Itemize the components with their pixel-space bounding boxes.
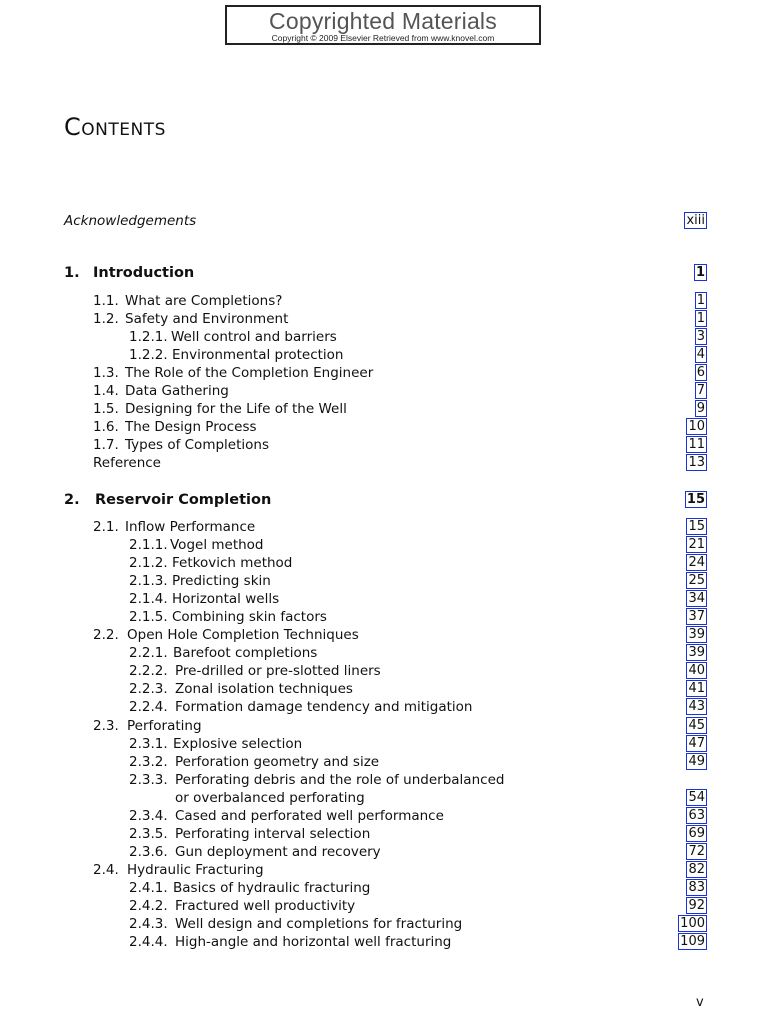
entry-title: Fractured well productivity <box>175 898 356 914</box>
entry-title: Perforating interval selection <box>175 826 371 842</box>
entry-number: 2.2.2. <box>129 663 168 679</box>
entry-title: Data Gathering <box>125 383 229 399</box>
toc-entry[interactable] <box>0 346 768 364</box>
entry-title: Open Hole Completion Techniques <box>127 627 359 643</box>
toc-entry[interactable] <box>0 680 768 698</box>
entry-number: 1.3. <box>93 365 119 381</box>
entry-number: 2.2.4. <box>129 699 168 715</box>
page-link[interactable]: 21 <box>688 537 705 552</box>
page-link[interactable]: 92 <box>688 898 705 913</box>
entry-title: Vogel method <box>170 537 264 553</box>
page-link[interactable]: 54 <box>688 790 705 805</box>
entry-title: Explosive selection <box>173 736 303 752</box>
toc-entry[interactable] <box>0 608 768 626</box>
entry-title: Fetkovich method <box>172 555 293 571</box>
entry-title: Horizontal wells <box>172 591 280 607</box>
toc-entry[interactable] <box>0 735 768 753</box>
page-link[interactable]: 45 <box>688 718 705 733</box>
banner-subtitle: Copyright © 2009 Elsevier Retrieved from www.knovel.com <box>271 33 495 43</box>
page-link[interactable]: 1 <box>696 293 705 308</box>
entry-title: Zonal isolation techniques <box>175 681 353 697</box>
entry-title: Well control and barriers <box>171 329 337 345</box>
entry-number: 2.1. <box>93 519 119 535</box>
entry-number: 2.2. <box>93 627 119 643</box>
entry-number: 2.3.4. <box>129 808 168 824</box>
entry-title-line2: or overbalanced perforating <box>175 790 365 806</box>
toc-entry[interactable] <box>0 644 768 662</box>
page-link[interactable]: xiii <box>686 213 705 228</box>
entry-number: 1.2.1. <box>129 329 168 345</box>
page-link[interactable]: 1 <box>695 265 705 280</box>
page-link[interactable]: 49 <box>688 754 705 769</box>
toc-entry[interactable] <box>0 590 768 608</box>
entry-title: High-angle and horizontal well fracturing <box>175 934 452 950</box>
toc-entry[interactable] <box>0 310 768 328</box>
toc-entry[interactable] <box>0 626 768 644</box>
toc-entry[interactable] <box>0 879 768 897</box>
entry-number: 2.3.1. <box>129 736 168 752</box>
toc-entry[interactable] <box>0 400 768 418</box>
page-link[interactable]: 69 <box>688 826 705 841</box>
page-link[interactable]: 43 <box>688 699 705 714</box>
entry-number: 2.1.1. <box>129 537 168 553</box>
entry-title: Safety and Environment <box>125 311 289 327</box>
entry-number: 1.6. <box>93 419 119 435</box>
entry-number: 2.3.5. <box>129 826 168 842</box>
toc-chapter-2[interactable] <box>0 491 768 509</box>
toc-entry[interactable] <box>0 382 768 400</box>
entry-title: Perforation geometry and size <box>175 754 380 770</box>
page-link[interactable]: 47 <box>688 736 705 751</box>
page-link[interactable]: 13 <box>688 455 705 470</box>
page-link[interactable]: 15 <box>686 492 705 507</box>
entry-number: 2.2.1. <box>129 645 168 661</box>
entry-title: Barefoot completions <box>173 645 318 661</box>
page-link[interactable]: 1 <box>696 311 705 326</box>
entry-number: 2.3.2. <box>129 754 168 770</box>
entry-number: 2.4.3. <box>129 916 168 932</box>
entry-number: 1.5. <box>93 401 119 417</box>
entry-title: Well design and completions for fracturing <box>175 916 463 932</box>
entry-number: 2.3.3. <box>129 772 168 788</box>
toc-entry-continuation[interactable] <box>0 789 768 807</box>
toc-entry[interactable] <box>0 292 768 310</box>
page-link[interactable]: 9 <box>696 401 705 416</box>
page-link[interactable]: 40 <box>688 663 705 678</box>
page-link[interactable]: 41 <box>688 681 705 696</box>
page-link[interactable]: 6 <box>696 365 705 380</box>
toc-entry[interactable] <box>0 807 768 825</box>
entry-title: Pre-drilled or pre-slotted liners <box>175 663 381 679</box>
entry-number: 1.7. <box>93 437 119 453</box>
page-link[interactable]: 63 <box>688 808 705 823</box>
entry-number: 1.4. <box>93 383 119 399</box>
chapter-title: Introduction <box>93 265 195 281</box>
page-link[interactable]: 39 <box>688 645 705 660</box>
toc-entry[interactable] <box>0 436 768 454</box>
toc-entry[interactable] <box>0 454 768 472</box>
entry-title: Types of Completions <box>125 437 269 453</box>
entry-number: 2.4.2. <box>129 898 168 914</box>
entry-title: Formation damage tendency and mitigation <box>175 699 473 715</box>
entry-title: Combining skin factors <box>172 609 327 625</box>
toc-entry[interactable] <box>0 933 768 951</box>
banner-title: Copyrighted Materials <box>269 8 497 34</box>
page-link[interactable]: 37 <box>688 609 705 624</box>
toc-entry[interactable] <box>0 717 768 735</box>
entry-number: 2.4.1. <box>129 880 168 896</box>
toc-entry[interactable] <box>0 771 768 789</box>
page-link[interactable]: 72 <box>688 844 705 859</box>
page-link[interactable]: 10 <box>688 419 705 434</box>
chapter-number: 2. <box>64 492 80 508</box>
entry-number: 2.3.6. <box>129 844 168 860</box>
page-link[interactable]: 3 <box>696 329 705 344</box>
toc-entry[interactable] <box>0 364 768 382</box>
entry-number: 2.1.4. <box>129 591 168 607</box>
page-link[interactable]: 25 <box>688 573 705 588</box>
page-link[interactable]: 109 <box>680 934 705 949</box>
chapter-number: 1. <box>64 265 80 281</box>
toc-front-matter[interactable] <box>0 212 768 230</box>
entry-number: 2.4. <box>93 862 119 878</box>
entry-title: Perforating <box>127 718 202 734</box>
entry-number: 2.1.5. <box>129 609 168 625</box>
toc-entry[interactable] <box>0 662 768 680</box>
chapter-title: Reservoir Completion <box>95 492 272 508</box>
page-link[interactable]: 24 <box>688 555 705 570</box>
toc-entry[interactable] <box>0 861 768 879</box>
entry-title: What are Completions? <box>125 293 283 309</box>
toc-entry[interactable] <box>0 554 768 572</box>
entry-title: Cased and perforated well performance <box>175 808 444 824</box>
entry-title: Reference <box>93 455 161 471</box>
entry-number: 2.1.2. <box>129 555 168 571</box>
toc-entry[interactable] <box>0 698 768 716</box>
page-link[interactable]: 34 <box>688 591 705 606</box>
entry-title: Predicting skin <box>172 573 271 589</box>
entry-title: Gun deployment and recovery <box>175 844 381 860</box>
toc-entry[interactable] <box>0 843 768 861</box>
entry-title: The Design Process <box>125 419 257 435</box>
page-link[interactable]: 100 <box>680 916 705 931</box>
toc-entry[interactable] <box>0 915 768 933</box>
entry-title: The Role of the Completion Engineer <box>125 365 374 381</box>
entry-number: 2.3. <box>93 718 119 734</box>
entry-title: Perforating debris and the role of underbalanced <box>175 772 505 788</box>
copyright-banner <box>225 5 541 45</box>
page-link[interactable]: 7 <box>696 383 705 398</box>
toc-entry-title: Acknowledgements <box>64 213 197 229</box>
page-title: Contents <box>64 113 166 141</box>
toc-entry[interactable] <box>0 536 768 554</box>
toc-entry[interactable] <box>0 518 768 536</box>
toc-entry[interactable] <box>0 897 768 915</box>
entry-title: Inflow Performance <box>125 519 256 535</box>
page-link[interactable]: 4 <box>696 347 705 362</box>
entry-number: 2.1.3. <box>129 573 168 589</box>
page-link[interactable]: 83 <box>688 880 705 895</box>
entry-title: Hydraulic Fracturing <box>127 862 264 878</box>
toc-entry[interactable] <box>0 753 768 771</box>
entry-title: Designing for the Life of the Well <box>125 401 347 417</box>
toc-entry[interactable] <box>0 328 768 346</box>
entry-title: Environmental protection <box>172 347 344 363</box>
entry-title: Basics of hydraulic fracturing <box>173 880 371 896</box>
entry-number: 1.2. <box>93 311 119 327</box>
toc-chapter-1[interactable] <box>0 264 768 282</box>
entry-number: 1.1. <box>93 293 119 309</box>
toc-entry[interactable] <box>0 418 768 436</box>
entry-number: 2.2.3. <box>129 681 168 697</box>
page-link[interactable]: 15 <box>688 519 705 534</box>
entry-number: 2.4.4. <box>129 934 168 950</box>
page-link[interactable]: 11 <box>688 437 705 452</box>
entry-number: 1.2.2. <box>129 347 168 363</box>
toc-entry[interactable] <box>0 825 768 843</box>
toc-entry[interactable] <box>0 572 768 590</box>
page-link[interactable]: 39 <box>688 627 705 642</box>
page-number: v <box>696 995 704 1010</box>
page-link[interactable]: 82 <box>688 862 705 877</box>
